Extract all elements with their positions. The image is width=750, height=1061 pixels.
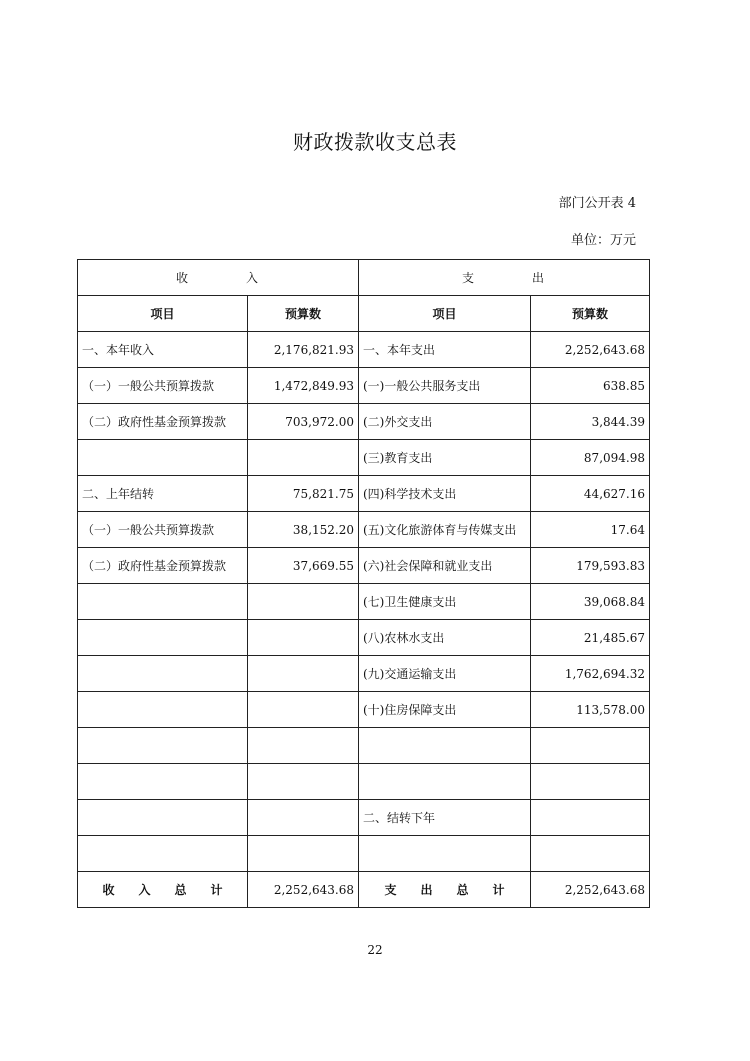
income-item-cell: （二）政府性基金预算拨款	[78, 548, 248, 584]
expense-group-header	[359, 260, 650, 296]
group-header-row	[78, 260, 650, 296]
expense-item-cell: (九)交通运输支出	[359, 656, 531, 692]
table-row	[78, 692, 650, 728]
expense-amount-cell: 1,762,694.32	[531, 656, 650, 692]
income-total-char-3: 总	[174, 883, 187, 897]
table-row	[78, 656, 650, 692]
expense-amount-cell: 17.64	[531, 512, 650, 548]
expense-total-amount: 2,252,643.68	[531, 872, 650, 908]
form-number: 部门公开表 4	[558, 196, 636, 211]
income-item-cell	[78, 800, 248, 836]
income-amount-cell: 2,176,821.93	[248, 332, 359, 368]
income-total-char-1: 收	[102, 883, 115, 897]
expense-amount-cell: 21,485.67	[531, 620, 650, 656]
table-row	[78, 800, 650, 836]
income-amount-cell	[248, 584, 359, 620]
table-row	[78, 512, 650, 548]
page-number: 22	[367, 943, 383, 957]
income-total-label	[78, 872, 248, 908]
expense-item-cell: (三)教育支出	[359, 440, 531, 476]
expense-header-char-2: 出	[532, 271, 547, 285]
income-header-char-2: 入	[246, 271, 261, 285]
income-item-cell	[78, 692, 248, 728]
totals-row	[78, 872, 650, 908]
income-item-cell: 一、本年收入	[78, 332, 248, 368]
unit-label: 单位：万元	[570, 233, 636, 248]
expense-item-cell: 二、结转下年	[359, 800, 531, 836]
income-amount-cell	[248, 800, 359, 836]
income-header-char-1: 收	[175, 271, 190, 285]
income-item-header: 项目	[78, 296, 248, 332]
expense-item-cell: (二)外交支出	[359, 404, 531, 440]
table-row	[78, 584, 650, 620]
expense-amount-cell: 39,068.84	[531, 584, 650, 620]
income-amount-cell	[248, 440, 359, 476]
income-amount-cell: 37,669.55	[248, 548, 359, 584]
expense-item-cell	[359, 836, 531, 872]
expense-item-cell: (一)一般公共服务支出	[359, 368, 531, 404]
expense-item-cell: (七)卫生健康支出	[359, 584, 531, 620]
expense-total-label	[359, 872, 531, 908]
income-item-cell	[78, 620, 248, 656]
budget-table	[77, 259, 650, 908]
expense-amount-cell: 3,844.39	[531, 404, 650, 440]
income-amount-cell: 38,152.20	[248, 512, 359, 548]
table-row	[78, 368, 650, 404]
expense-item-cell: (五)文化旅游体育与传媒支出	[359, 512, 531, 548]
expense-amount-cell	[531, 764, 650, 800]
expense-amount-cell	[531, 728, 650, 764]
expense-header-char-1: 支	[461, 271, 476, 285]
table-row	[78, 548, 650, 584]
income-amount-header: 预算数	[248, 296, 359, 332]
expense-amount-cell	[531, 800, 650, 836]
expense-item-cell	[359, 764, 531, 800]
income-item-cell	[78, 656, 248, 692]
income-amount-cell: 75,821.75	[248, 476, 359, 512]
table-row	[78, 836, 650, 872]
income-item-cell	[78, 836, 248, 872]
table-row	[78, 476, 650, 512]
expense-amount-cell: 113,578.00	[531, 692, 650, 728]
expense-total-char-3: 总	[456, 883, 469, 897]
expense-amount-header: 预算数	[531, 296, 650, 332]
income-item-cell: 二、上年结转	[78, 476, 248, 512]
table-row	[78, 620, 650, 656]
income-amount-cell	[248, 836, 359, 872]
expense-amount-cell: 44,627.16	[531, 476, 650, 512]
expense-item-cell: 一、本年支出	[359, 332, 531, 368]
income-amount-cell	[248, 620, 359, 656]
income-item-cell: （一）一般公共预算拨款	[78, 512, 248, 548]
income-amount-cell	[248, 692, 359, 728]
expense-amount-cell: 87,094.98	[531, 440, 650, 476]
expense-item-cell: (四)科学技术支出	[359, 476, 531, 512]
expense-item-cell: (十)住房保障支出	[359, 692, 531, 728]
income-item-cell	[78, 584, 248, 620]
table-row	[78, 440, 650, 476]
expense-item-cell: (八)农林水支出	[359, 620, 531, 656]
expense-amount-cell: 638.85	[531, 368, 650, 404]
income-item-cell: （二）政府性基金预算拨款	[78, 404, 248, 440]
income-total-char-4: 计	[210, 883, 223, 897]
expense-amount-cell	[531, 836, 650, 872]
expense-total-char-2: 出	[420, 883, 433, 897]
expense-total-char-4: 计	[492, 883, 505, 897]
income-amount-cell: 1,472,849.93	[248, 368, 359, 404]
income-item-cell	[78, 764, 248, 800]
income-total-char-2: 入	[138, 883, 151, 897]
income-amount-cell	[248, 656, 359, 692]
income-item-cell	[78, 728, 248, 764]
table-row	[78, 728, 650, 764]
income-amount-cell	[248, 764, 359, 800]
table-row	[78, 332, 650, 368]
table-row	[78, 404, 650, 440]
expense-item-header: 项目	[359, 296, 531, 332]
income-group-header	[78, 260, 359, 296]
expense-total-char-1: 支	[384, 883, 397, 897]
expense-item-cell	[359, 728, 531, 764]
income-item-cell	[78, 440, 248, 476]
expense-item-cell: (六)社会保障和就业支出	[359, 548, 531, 584]
income-item-cell: （一）一般公共预算拨款	[78, 368, 248, 404]
table-row	[78, 764, 650, 800]
income-amount-cell: 703,972.00	[248, 404, 359, 440]
column-header-row	[78, 296, 650, 332]
income-total-amount: 2,252,643.68	[248, 872, 359, 908]
expense-amount-cell: 2,252,643.68	[531, 332, 650, 368]
expense-amount-cell: 179,593.83	[531, 548, 650, 584]
income-amount-cell	[248, 728, 359, 764]
page-title: 财政拨款收支总表	[293, 130, 457, 154]
